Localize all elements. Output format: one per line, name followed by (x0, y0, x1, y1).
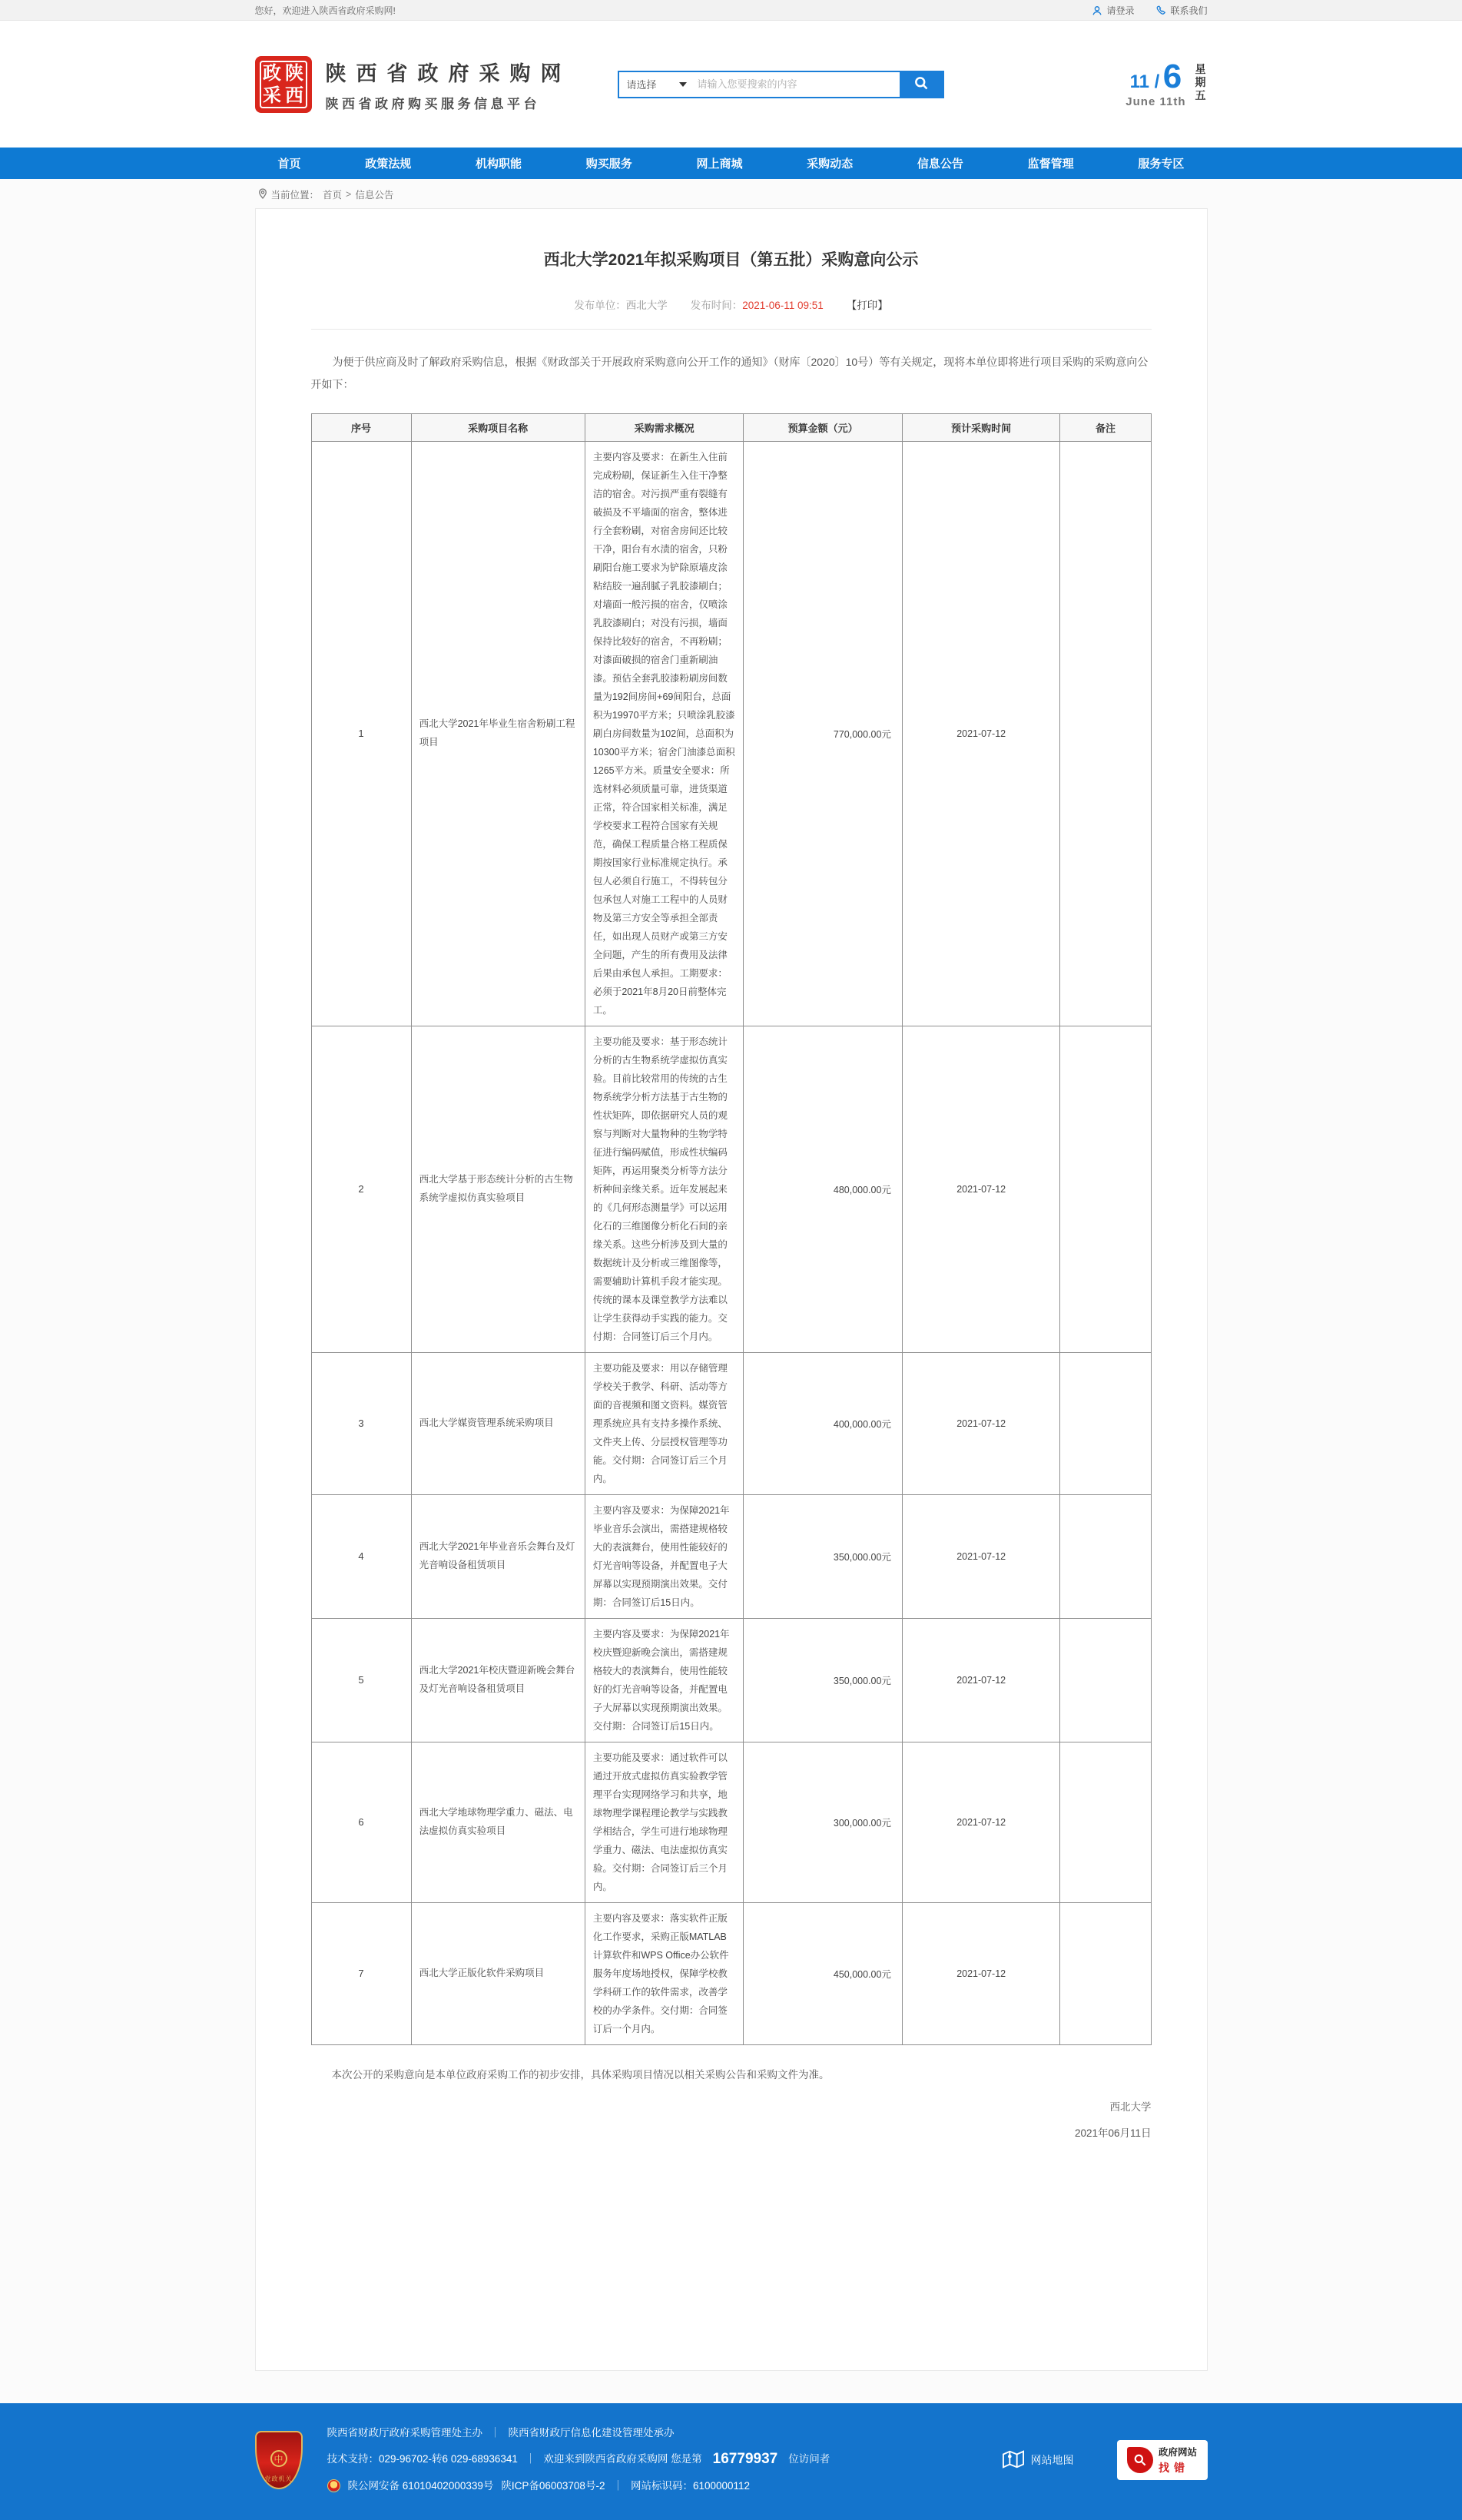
security-record-link[interactable]: 陕公网安备 61010402000339号 (347, 2479, 494, 2492)
table-row: 4 西北大学2021年毕业音乐会舞台及灯光音响设备租赁项目 主要内容及要求：为保障2021年毕业音乐会演出，需搭建规格较大的表演舞台，使用性能较好的灯光音响等设备，并配置电子大屏幕以实现预期演出效果。交付期：合同签订后15日内。 350,000.00元 2021-07-12 (311, 1494, 1151, 1618)
date-month: 11 / (1129, 71, 1160, 92)
date-english: June 11th (1126, 95, 1186, 108)
nav-item-purchase-services[interactable]: 购买服务 (585, 158, 632, 171)
nav-item-information-notice[interactable]: 信息公告 (917, 158, 963, 171)
col-header-name: 采购项目名称 (411, 413, 585, 441)
breadcrumb-home-link[interactable]: 首页 (323, 190, 343, 201)
breadcrumb-current-link[interactable]: 信息公告 (355, 190, 394, 201)
table-row: 3 西北大学媒资管理系统采购项目 主要功能及要求：用以存储管理学校关于教学、科研、活动等方面的音视频和图文资料。媒资管理系统应具有支持多操作系统、文件夹上传、分层授权管理等功能。交付期：合同签订后三个月内。 400,000.00元 2021-07-12 (311, 1352, 1151, 1494)
table-row: 5 西北大学2021年校庆暨迎新晚会舞台及灯光音响设备租赁项目 主要内容及要求：为保障2021年校庆暨迎新晚会演出，需搭建规格较大的表演舞台，使用性能较好的灯光音响等设备，并配置电子大屏幕以实现预期演出效果。交付期：合同签订后15日内。 350,000.00元 2021-07-12 (311, 1618, 1151, 1742)
nav-item-organization-functions[interactable]: 机构职能 (475, 158, 522, 171)
visitor-count: 16779937 (712, 2450, 778, 2467)
login-link[interactable]: 请登录 (1092, 4, 1134, 17)
col-header-desc: 采购需求概况 (585, 413, 744, 441)
article-meta: 发布单位：西北大学 发布时间：2021-06-11 09:51 【打印】 (311, 297, 1152, 330)
footer-sponsor-line: 陕西省财政厅政府采购管理处主办 ｜ 陕西省财政厅信息化建设管理处承办 (327, 2427, 675, 2439)
welcome-text: 您好，欢迎进入陕西省政府采购网! (254, 5, 396, 16)
col-header-time: 预计采购时间 (902, 413, 1059, 441)
table-row: 7 西北大学正版化软件采购项目 主要内容及要求：落实软件正版化工作要求，采购正版MATLAB计算软件和WPS Office办公软件服务年度场地授权，保障学校教学科研工作的软件需求，改善学校的办学条件。交付期：合同签订后一个月内。 450,000.00元 2021-07-12 (311, 1902, 1151, 2044)
nav-item-service-zone[interactable]: 服务专区 (1138, 158, 1185, 171)
table-row: 2 西北大学基于形态统计分析的古生物系统学虚拟仿真实验项目 主要功能及要求：基于形态统计分析的古生物系统学虚拟仿真实验。目前比较常用的传统的古生物系统学分析方法基于古生物的性状矩阵，即依据研究人员的观察与判断对大量物种的生物学特征进行编码赋值，形成性状编码矩阵，再运用聚类分析等方法分析种间亲缘关系。近年发展起来的《几何形态测量学》可以运用化石的三维图像分析化石间的亲缘关系。这些分析涉及到大量的数据统计及分析或三维图像等，需要辅助计算机手段才能实现。传统的课本及课堂教学方法难以让学生获得动手实践的能力。交付期：合同签订后三个月内。 480,000.00元 2021-07-12 (311, 1026, 1151, 1352)
table-row: 6 西北大学地球物理学重力、磁法、电法虚拟仿真实验项目 主要功能及要求：通过软件可以通过开放式虚拟仿真实验教学管理平台实现网络学习和共享，地球物理学课程理论教学与实践教学相结合，学生可进行地球物理学重力、磁法、电法虚拟仿真实验。交付期：合同签订后三个月内。 300,000.00元 2021-07-12 (311, 1742, 1151, 1902)
breadcrumb: 当前位置： 首页 > 信息公告 (255, 179, 1208, 208)
print-button[interactable]: 【打印】 (846, 300, 888, 311)
col-header-no: 序号 (311, 413, 411, 441)
table-header-row (311, 413, 1151, 441)
sitemap-link[interactable]: 网站地图 (1002, 2449, 1074, 2472)
emblem-icon: 中 (270, 2450, 287, 2467)
police-badge-icon (327, 2479, 340, 2492)
government-agency-emblem[interactable]: 中 党政机关 (255, 2431, 303, 2489)
search-bar (618, 71, 944, 98)
site-footer (0, 2403, 1462, 2520)
signature: 西北大学 (1109, 2101, 1152, 2114)
location-pin-icon (258, 188, 267, 201)
user-icon (1092, 5, 1102, 16)
signature-date: 2021年06月11日 (1074, 2127, 1152, 2140)
date-widget (1126, 60, 1207, 108)
site-title: 陕西省政府采购网 (325, 61, 572, 85)
website-error-report-badge[interactable]: 政府网站 找错 (1117, 2440, 1208, 2480)
footer-icp-line: 陕公网安备 61010402000339号 陕ICP备06003708号-2 ｜ 网站标识码：6100000112 (327, 2479, 830, 2492)
main-nav (0, 148, 1462, 179)
search-input[interactable] (693, 72, 900, 97)
publisher-value: 西北大学 (625, 300, 668, 311)
search-icon (913, 75, 929, 93)
map-icon (1002, 2449, 1025, 2472)
site-logo[interactable]: 政 陕 采 西 (255, 56, 312, 113)
phone-icon (1155, 5, 1166, 16)
nav-item-procurement-news[interactable]: 采购动态 (807, 158, 854, 171)
search-category-select[interactable]: 请选择 (619, 72, 693, 97)
publish-time: 2021-06-11 09:51 (742, 300, 824, 311)
footer-support-line: 技术支持：029-96702-转6 029-68936341 ｜ 欢迎来到陕西省政府采购网 您是第 16779937 位访问者 (327, 2450, 830, 2467)
site-header (0, 21, 1462, 148)
nav-item-supervision[interactable]: 监督管理 (1027, 158, 1074, 171)
procurement-table (311, 413, 1152, 2045)
error-report-icon (1127, 2447, 1153, 2473)
top-utility-bar (0, 0, 1462, 21)
table-row: 1 西北大学2021年毕业生宿舍粉刷工程项目 主要内容及要求：在新生入住前完成粉刷，保证新生入住干净整洁的宿舍。对污损严重有裂缝有破损及不平墙面的宿舍，整体进行全套粉刷，对宿舍房间还比较干净，阳台有水渍的宿舍，只粉刷阳台施工要求为铲除原墙皮涂粘结胶一遍刮腻子乳胶漆刷白；对墙面一般污损的宿舍，仅喷涂乳胶漆刷白；对没有污损，墙面保持比较好的宿舍，不再粉刷；对漆面破损的宿舍门重新刷油漆。预估全套乳胶漆粉刷房间数量为192间房间+69间阳台，总面积为19970平方米；只喷涂乳胶漆刷白房间数量为102间，总面积为10300平方米；宿舍门油漆总面积1265平方米。质量安全要求：所选材料必须质量可靠，进货渠道正常，符合国家相关标准，满足学校要求工程符合国家有关规范，确保工程质量合格工程质保期按国家行业标准规定执行。承包人必须自行施工，不得转包分包承包人对施工工程中的人员财物及第三方安全等承担全部责任，如出现人员财产或第三方安全问题，产生的所有费用及法律后果由承包人承担。工期要求：必须于2021年8月20日前整体完工。 770,000.00元 2021-07-12 (311, 441, 1151, 1026)
page-title: 西北大学2021年拟采购项目（第五批）采购意向公示 (543, 251, 919, 269)
contact-link[interactable]: 联系我们 (1155, 4, 1207, 17)
intro-paragraph: 为便于供应商及时了解政府采购信息，根据《财政部关于开展政府采购意向公开工作的通知》（财库〔2020〕10号）等有关规定，现将本单位即将进行项目采购的采购意向公开如下： (310, 356, 1149, 391)
chevron-down-icon (679, 82, 687, 87)
search-button[interactable] (900, 72, 943, 97)
date-weekday: 星期五 (1195, 63, 1206, 101)
icp-record-link[interactable]: 陕ICP备06003708号-2 (501, 2479, 605, 2492)
article-card (255, 208, 1208, 2371)
nav-item-home[interactable]: 首页 (277, 158, 301, 171)
date-day: 6 (1162, 58, 1182, 95)
nav-item-online-mall[interactable]: 网上商城 (696, 158, 743, 171)
closing-paragraph: 本次公开的采购意向是本单位政府采购工作的初步安排，具体采购项目情况以相关采购公告和采购文件为准。 (331, 2068, 830, 2081)
site-subtitle: 陕西省政府购买服务信息平台 (325, 96, 540, 111)
col-header-note: 备注 (1060, 413, 1151, 441)
nav-item-policy-regulations[interactable]: 政策法规 (365, 158, 412, 171)
col-header-budget: 预算金额（元） (744, 413, 903, 441)
